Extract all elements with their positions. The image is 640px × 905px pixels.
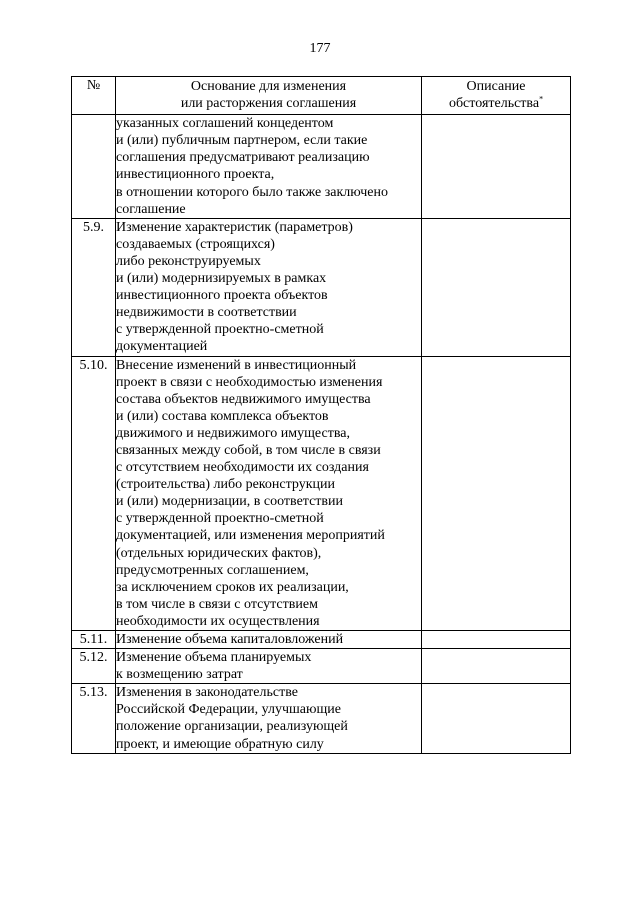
basis-line: и (или) публичным партнером, если такие (116, 133, 368, 149)
basis-line: Изменение характеристик (параметров) (116, 219, 353, 235)
row-description (422, 684, 571, 753)
row-basis (116, 631, 422, 649)
basis-line: в отношении которого было также заключено (116, 184, 388, 200)
header-description-text: Описание обстоятельства* (448, 79, 544, 112)
basis-line: и (или) модернизации, в соответствии (116, 494, 344, 510)
row-number: 5.10. (72, 356, 116, 631)
page-number: 177 (309, 41, 331, 56)
basis-line: к возмещению затрат (116, 667, 243, 683)
basis-line: с утвержденной проектно-сметной (116, 511, 324, 527)
basis-line: состава объектов недвижимого имущества (116, 391, 371, 407)
basis-line: предусмотренных соглашением, (116, 562, 309, 578)
basis-line: Изменение объема капиталовложений (116, 632, 344, 647)
basis-line: Российской Федерации, улучшающие (116, 702, 341, 718)
header-basis-text: Основание для изменения или расторжения соглашения (180, 79, 357, 112)
basis-line: Изменения в законодательстве (116, 685, 298, 701)
basis-line: либо реконструируемых (116, 253, 261, 269)
row-number (72, 115, 116, 219)
basis-line: проект в связи с необходимостью изменения (116, 374, 383, 390)
row-number: 5.13. (72, 684, 116, 753)
row-basis (116, 218, 422, 356)
row-description (422, 649, 571, 684)
table-header-row (72, 77, 571, 115)
basis-line: положение организации, реализующей (116, 719, 348, 735)
basis-line: инвестиционного проекта объектов (116, 288, 328, 304)
basis-line: с отсутствием необходимости их создания (116, 460, 369, 476)
row-basis (116, 356, 422, 631)
footnote-mark: * (539, 94, 544, 104)
basis-line: соглашения предусматривают реализацию (116, 150, 370, 166)
row-number: 5.12. (72, 649, 116, 684)
basis-line: необходимости их осуществления (116, 613, 320, 629)
basis-line: Внесение изменений в инвестиционный (116, 357, 357, 373)
basis-line: с утвержденной проектно-сметной (116, 322, 324, 338)
basis-line: указанных соглашений концедентом (116, 116, 334, 132)
table-row (72, 218, 571, 356)
basis-line: (строительства) либо реконструкции (116, 477, 335, 493)
basis-line: связанных между собой, в том числе в связи (116, 442, 381, 458)
row-basis (116, 649, 422, 684)
table-row (72, 115, 571, 219)
header-basis (116, 77, 422, 115)
table-row (72, 631, 571, 649)
table-row (72, 356, 571, 631)
agreement-change-table (71, 76, 571, 754)
header-description (422, 77, 571, 115)
basis-line: документацией, или изменения мероприятий (116, 528, 385, 544)
basis-line: и (или) состава комплекса объектов (116, 408, 329, 424)
table-row (72, 649, 571, 684)
basis-line: движимого и недвижимого имущества, (116, 425, 350, 441)
basis-line: инвестиционного проекта, (116, 167, 275, 183)
basis-line: в том числе в связи с отсутствием (116, 596, 318, 612)
row-description (422, 115, 571, 219)
row-description (422, 356, 571, 631)
table-row (72, 684, 571, 753)
basis-line: соглашение (116, 201, 186, 217)
basis-line: Изменение объема планируемых (116, 650, 312, 666)
row-description (422, 631, 571, 649)
basis-line: за исключением сроков их реализации, (116, 579, 349, 595)
basis-line: (отдельных юридических фактов), (116, 545, 322, 561)
row-description (422, 218, 571, 356)
header-number: № (72, 77, 116, 115)
basis-line: проект, и имеющие обратную силу (116, 736, 324, 752)
basis-line: документацией (116, 339, 208, 355)
row-number: 5.9. (72, 218, 116, 356)
basis-line: создаваемых (строящихся) (116, 236, 275, 252)
row-basis (116, 115, 422, 219)
basis-line: недвижимости в соответствии (116, 305, 297, 321)
basis-line: и (или) модернизируемых в рамках (116, 271, 327, 287)
row-basis (116, 684, 422, 753)
row-number: 5.11. (72, 631, 116, 649)
